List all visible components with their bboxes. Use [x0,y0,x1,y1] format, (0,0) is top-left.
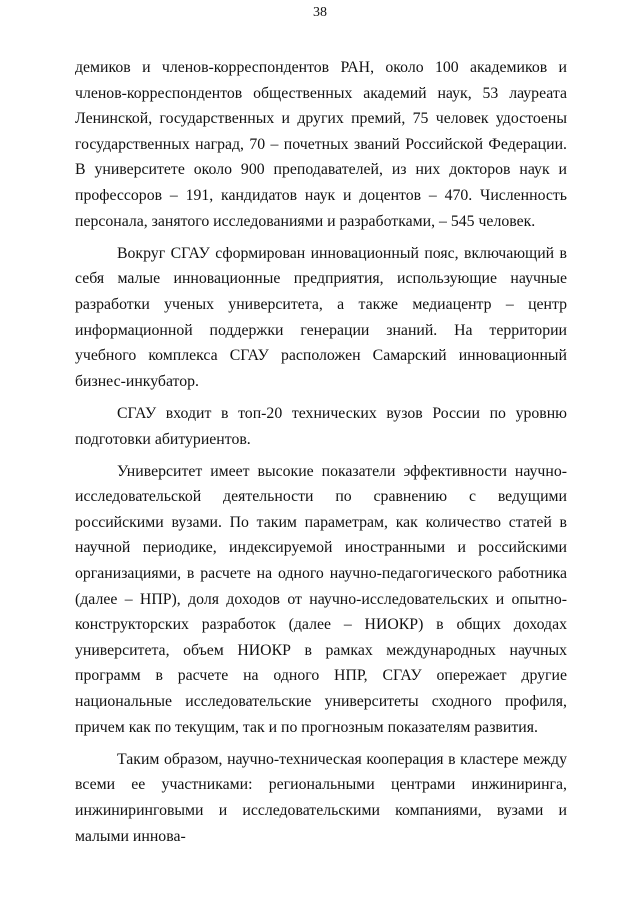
paragraph-cluster-cooperation: Таким образом, научно-техническая кооперация в кластере между всеми ее участниками: региональными центрами инжиниринга, инжиниринговыми и исследовательскими компаниями, вузами и малыми иннова- [75,750,567,845]
page-body [75,55,567,856]
paragraph-innovation-belt: Вокруг СГАУ сформирован инновационный пояс, включающий в себя малые инновационные предприятия, использующие научные разработки ученых университета, а также медиацентр – центр информационной поддержки генерации знаний. На территории учебного комплекса СГАУ расположен Самарский инновационный бизнес-инкубатор. [75,244,567,390]
paragraph-research-efficiency: Университет имеет высокие показатели эффективности научно-исследовательской деятельности по сравнению с ведущими российскими вузами. По таким параметрам, как количество статей в научной периодике, индексируемой иностранными и российскими организациями, в расчете на одного научно-педагогического работника (далее – НПР), доля доходов от научно-исследовательских и опытно-конструкторских разработок (далее – НИОКР) в общих доходах университета, объем НИОКР в рамках международных научных программ в расчете на одного НПР, СГАУ опережает другие национальные исследовательские университеты сходного профиля, причем как по текущим, так и по прогнозным показателям развития. [75,462,567,736]
paragraph-staff-statistics: демиков и членов-корреспондентов РАН, около 100 академиков и членов-корреспондентов общественных академий наук, 53 лауреата Ленинской, государственных и других премий, 75 человек удостоены государственных наград, 70 – почетных званий Российской Федерации. В университете около 900 преподавателей, из них докторов наук и профессоров – 191, кандидатов наук и доцентов – 470. Численность персонала, занятого исследованиями и разработками, – 545 человек. [75,59,567,230]
paragraph-top-20-ranking: СГАУ входит в топ-20 технических вузов России по уровню подготовки абитуриентов. [75,404,567,448]
page-number: 38 [313,5,327,20]
